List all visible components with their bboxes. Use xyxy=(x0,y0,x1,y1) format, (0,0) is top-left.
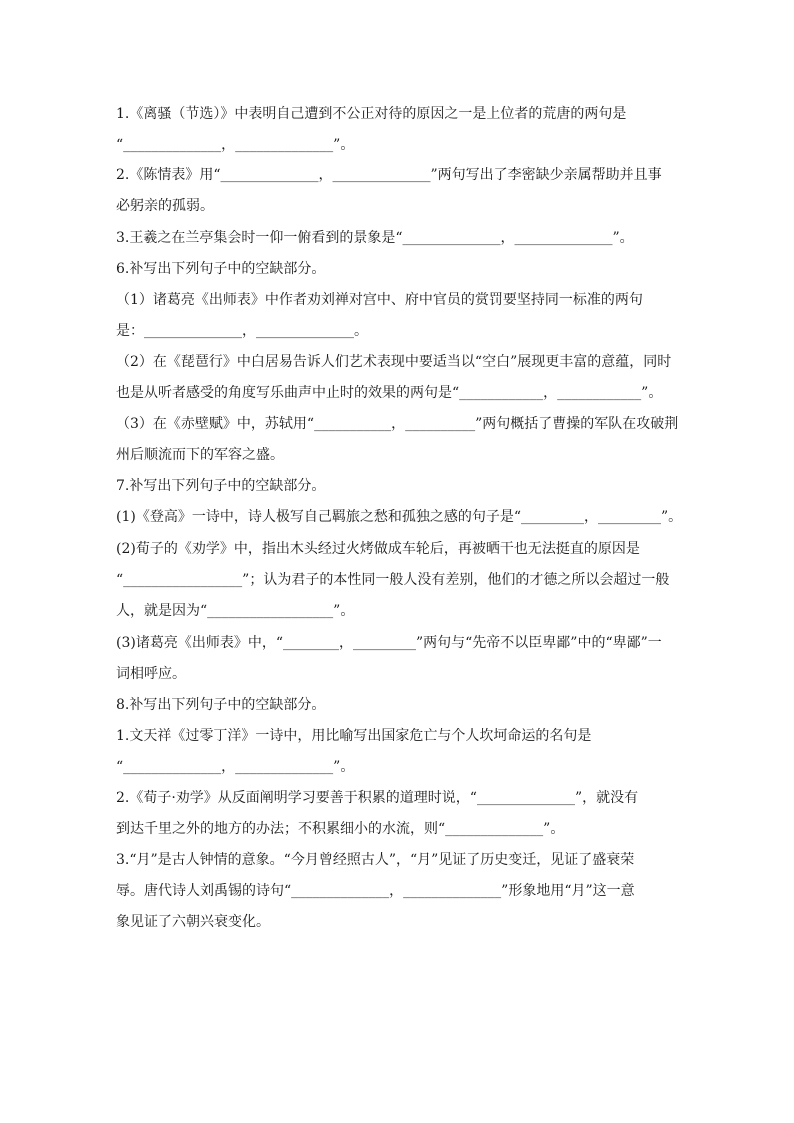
text-line: 州后顺流而下的军容之盛。 xyxy=(116,447,284,463)
text-line: 6.补写出下列句子中的空缺部分。 xyxy=(116,261,326,277)
text-line: 7.补写出下列句子中的空缺部分。 xyxy=(116,478,326,494)
text-line: 必躬亲的孤弱。 xyxy=(116,198,214,214)
text-line: “_________________”；认为君子的本性同一般人没有差别，他们的才德之所以会超过一般 xyxy=(116,572,670,588)
text-line: (2)荀子的《劝学》中，指出木头经过火烤做成车轮后，再被晒干也无法挺直的原因是 xyxy=(116,541,640,557)
text-line: 8.补写出下列句子中的空缺部分。 xyxy=(116,697,326,713)
text-line: 词相呼应。 xyxy=(116,666,186,682)
text-line: （2）在《琵琶行》中白居易告诉人们艺术表现中要适当以“空白”展现更丰富的意蕴，同时 xyxy=(116,354,672,370)
text-line: (1)《登高》一诗中，诗人极写自己羁旅之愁和孤独之感的句子是“_________，_________”。 xyxy=(116,509,683,525)
text-line: “______________，______________”。 xyxy=(116,759,355,775)
text-line: 2.《陈情表》用“______________，______________”两句写出了李密缺少亲属帮助并且事 xyxy=(116,167,662,183)
text-line: 人，就是因为“__________________”。 xyxy=(116,603,355,619)
text-line: 1.《离骚（节选）》中表明自己遭到不公正对待的原因之一是上位者的荒唐的两句是 xyxy=(116,106,627,122)
text-line: 象见证了六朝兴衰变化。 xyxy=(116,914,270,930)
text-line: 是：______________，______________。 xyxy=(116,323,368,339)
text-line: 1.文天祥《过零丁洋》一诗中，用比喻写出国家危亡与个人坎坷命运的名句是 xyxy=(116,728,592,744)
text-line: 3.王羲之在兰亭集会时一仰一俯看到的景象是“______________，______________”。 xyxy=(116,230,634,246)
text-line: 到达千里之外的地方的办法；不积累细小的水流，则“______________”。 xyxy=(116,821,565,837)
text-line: (3)诸葛亮《出师表》中，“________，_________”两句与“先帝不以臣卑鄙”中的“卑鄙”一 xyxy=(116,635,662,651)
text-line: 2.《荀子·劝学》从反面阐明学习要善于积累的道理时说，“______________”，就没有 xyxy=(116,790,639,806)
text-line: 也是从听者感受的角度写乐曲声中止时的效果的两句是“____________，____________”。 xyxy=(116,385,663,401)
text-line: “______________，______________”。 xyxy=(116,137,355,153)
text-line: 3.“月”是古人钟情的意象。“今月曾经照古人”，“月”见证了历史变迁，见证了盛衰荣 xyxy=(116,852,635,868)
text-line: （1）诸葛亮《出师表》中作者劝刘禅对宫中、府中官员的赏罚要坚持同一标准的两句 xyxy=(116,292,643,308)
text-line: （3）在《赤壁赋》中，苏轼用“___________，__________”两句概括了曹操的军队在攻破荆 xyxy=(116,416,679,432)
text-line: 辱。唐代诗人刘禹锡的诗句“______________，______________”形象地用“月”这一意 xyxy=(116,883,635,899)
